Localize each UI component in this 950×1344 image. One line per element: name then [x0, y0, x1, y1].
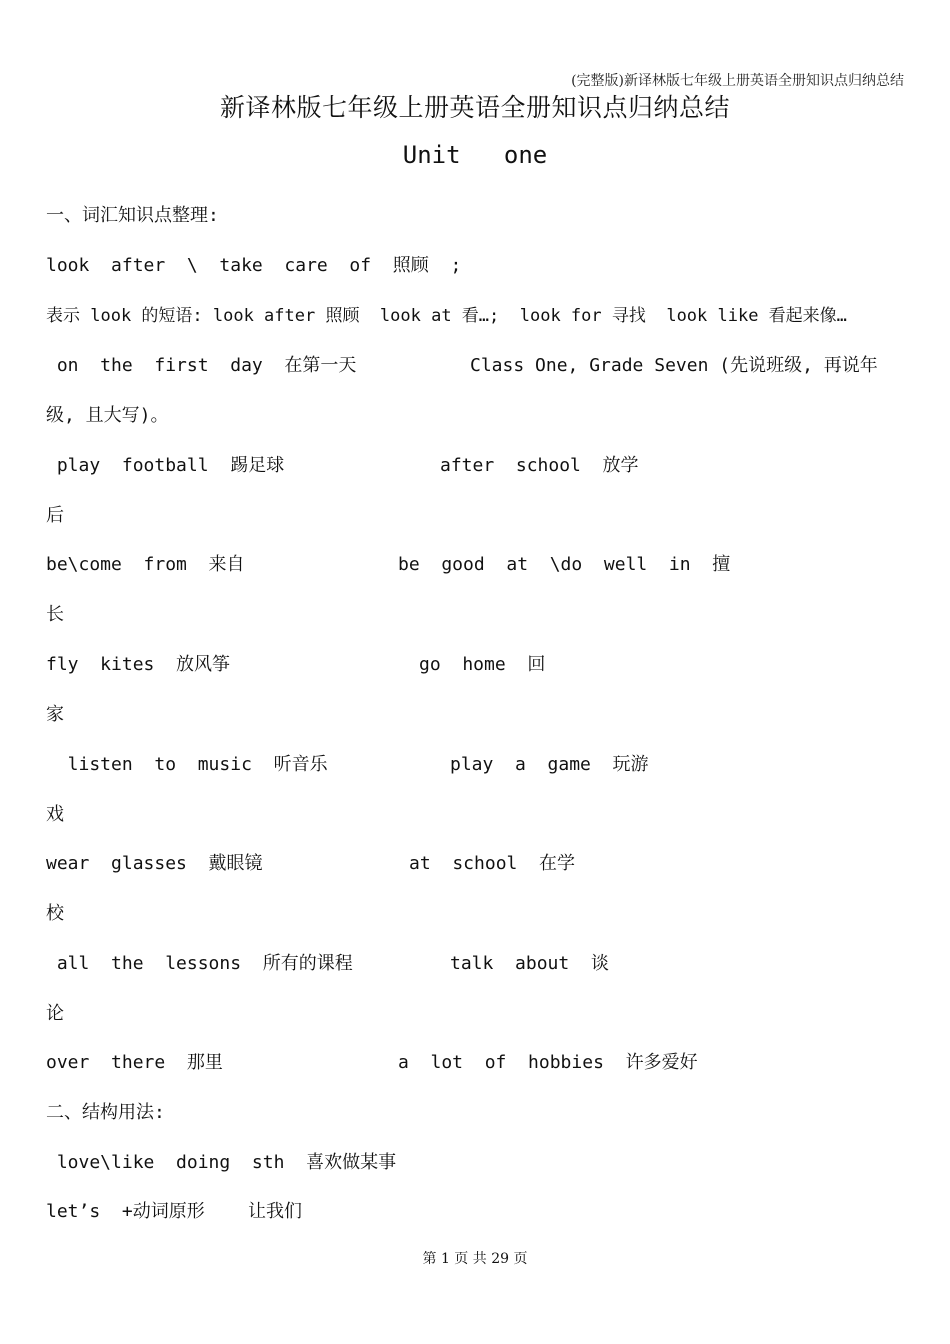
vocab-line: play a game 玩游 [450, 754, 649, 775]
structure-line: love\like doing sth 喜欢做某事 [46, 1152, 397, 1173]
vocab-line: 长 [46, 604, 64, 625]
vocab-line: go home 回 [419, 654, 546, 675]
vocab-line: be good at \do well in 擅 [398, 554, 731, 575]
vocab-line: listen to music 听音乐 [46, 754, 328, 775]
vocab-line: 论 [46, 1003, 64, 1024]
vocab-line: talk about 谈 [450, 953, 609, 974]
vocab-line: over there 那里 [46, 1052, 223, 1073]
vocab-line: play football 踢足球 [46, 455, 285, 476]
section-heading-vocabulary: 一、词汇知识点整理: [46, 205, 219, 226]
document-title: 新译林版七年级上册英语全册知识点归纳总结 [219, 93, 730, 122]
vocab-line: after school 放学 [440, 455, 639, 476]
vocab-line: Class One, Grade Seven (先说班级, 再说年 [470, 355, 878, 376]
vocab-line: 校 [46, 903, 64, 924]
structure-line: let’s +动词原形 让我们 [46, 1201, 303, 1222]
header-note: (完整版)新译林版七年级上册英语全册知识点归纳总结 [571, 73, 904, 89]
unit-title: Unit one [402, 141, 548, 169]
vocab-line: a lot of hobbies 许多爱好 [398, 1052, 698, 1073]
vocab-line: wear glasses 戴眼镜 [46, 853, 263, 874]
vocab-line: look after \ take care of 照顾 ; [46, 255, 462, 276]
vocab-line: 后 [46, 505, 64, 526]
vocab-line: all the lessons 所有的课程 [46, 953, 353, 974]
vocab-line: 级, 且大写)。 [46, 405, 169, 426]
vocab-line: be\come from 来自 [46, 554, 245, 575]
vocab-line: 戏 [46, 804, 64, 825]
vocab-line: 家 [46, 704, 64, 725]
section-heading-structures: 二、结构用法: [46, 1102, 165, 1123]
vocab-line: fly kites 放风筝 [46, 654, 231, 675]
vocab-line: at school 在学 [409, 853, 576, 874]
vocab-line: 表示 look 的短语: look after 照顾 look at 看…; look for 寻找 look like 看起来像… [46, 306, 847, 326]
page-footer: 第 1 页 共 29 页 [422, 1251, 528, 1267]
vocab-line: on the first day 在第一天 [46, 355, 357, 376]
